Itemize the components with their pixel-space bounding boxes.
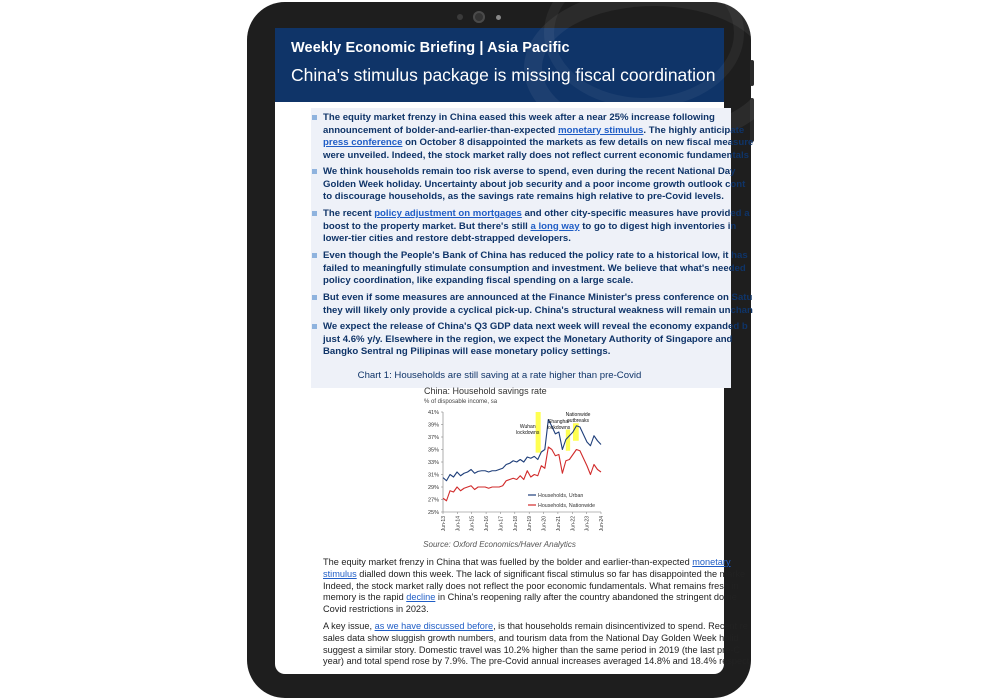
text-run: on October 8 disappointed the markets as few details on new fiscal measure <box>402 137 754 148</box>
chart-x-tick-label: Jun-21 <box>555 516 562 532</box>
chart-annotation: Nationwide outbreaks <box>565 412 591 424</box>
inline-link[interactable]: as we have discussed before <box>374 621 494 631</box>
chart-source: Source: Oxford Economics/Haver Analytics <box>423 540 576 549</box>
chart-y-tick-label: 31% <box>427 472 439 479</box>
article-paragraph <box>323 621 750 668</box>
text-run: year) and total spend rose by 7.9%. The pre-Covid annual increases averaged 14.8% and 18.4% respect <box>323 656 750 667</box>
text-line <box>323 557 731 569</box>
text-line <box>323 233 725 246</box>
sensor-icon <box>457 14 463 20</box>
chart-x-tick-label: Jun-14 <box>455 516 462 532</box>
text-line <box>323 580 739 593</box>
text-line <box>323 568 746 581</box>
text-line <box>323 346 725 359</box>
savings-rate-chart <box>415 406 615 538</box>
text-run: they will likely only provide a cyclical pick-up. China's structural weakness will remain unchan <box>323 304 753 316</box>
text-run: Covid restrictions in 2023. <box>323 604 429 615</box>
bullet-square-icon <box>312 115 317 120</box>
text-line <box>323 166 736 179</box>
text-line <box>323 262 746 276</box>
inline-link[interactable]: stimulus <box>323 568 357 579</box>
briefing-title: Weekly Economic Briefing | Asia Pacific <box>291 40 570 56</box>
text-line <box>323 592 737 604</box>
text-run: to go to digest high inventories in <box>579 220 737 232</box>
text-line <box>323 275 725 288</box>
key-point-item <box>323 208 750 246</box>
text-line <box>323 644 741 657</box>
text-line <box>323 220 737 234</box>
chart-y-tick-label: 39% <box>427 422 439 429</box>
text-run: were unveiled. Indeed, the stock market rally does not reflect current economic fundamentals <box>323 149 749 161</box>
text-line <box>323 604 723 616</box>
chart-x-tick-label: Jun-23 <box>584 516 591 532</box>
chart-x-tick-label: Jun-15 <box>469 516 476 532</box>
text-line <box>323 250 748 263</box>
text-run: just 4.6% y/y. Elsewhere in the region, we expect the Monetary Authority of Singapore and <box>323 333 733 345</box>
bullet-square-icon <box>312 295 317 300</box>
tablet-screen[interactable] <box>275 28 754 674</box>
text-run: lower-tier cities and restore debt-strapped developers. <box>323 233 571 244</box>
text-run: , is that households remain disincentivized to spend. Recent re <box>493 621 748 631</box>
text-line <box>323 333 733 347</box>
text-run: Even though the People's Bank of China has reduced the policy rate to a historical low, it has <box>323 250 748 261</box>
text-line <box>323 191 725 204</box>
key-point-item <box>323 321 748 359</box>
text-line <box>323 632 739 645</box>
text-run: Indeed, the stock market rally does not reflect the poor economic fundamentals. What remains fresh in <box>323 580 739 591</box>
text-run: failed to meaningfully stimulate consumption and investment. We believe that what's needed <box>323 262 746 274</box>
chart-legend-label: Households, Urban <box>538 493 584 499</box>
text-run: suggest a similar story. Domestic travel was 10.2% higher than the same period in 2019 (the last pre-C <box>323 644 741 655</box>
chart-x-tick-label: Jun-13 <box>441 516 447 532</box>
inline-link[interactable]: policy adjustment on mortgages <box>374 208 522 219</box>
text-line <box>323 208 750 221</box>
text-run: The recent <box>323 208 375 219</box>
chart-y-tick-label: 29% <box>427 485 439 491</box>
text-run: to discourage households, as the savings rate remains high relative to pre-Covid levels. <box>323 191 724 202</box>
text-line <box>323 137 754 150</box>
bullet-square-icon <box>312 253 317 258</box>
text-run: announcement of bolder-and-earlier-than-expected <box>323 124 559 136</box>
chart-title: China: Household savings rate <box>424 386 547 396</box>
text-run: and other city-specific measures have provided a <box>521 208 750 219</box>
article-paragraph <box>323 557 746 616</box>
camera-icon <box>473 11 485 23</box>
bullet-square-icon <box>312 324 317 329</box>
chart-caption: Chart 1: Households are still saving at a rate higher than pre-Covid <box>357 370 642 381</box>
bullet-square-icon <box>312 211 317 216</box>
text-run: But even if some measures are announced at the Finance Minister's press conference on Satu <box>323 292 753 303</box>
chart-x-tick-label: Jun-17 <box>498 516 505 532</box>
text-line <box>323 149 749 163</box>
text-run: sales data show sluggish growth numbers, and tourism data from the National Day Golden Week holid <box>323 632 739 643</box>
chart-y-tick-label: 41% <box>427 410 439 416</box>
text-run: We think households remain too risk averse to spend, even during the recent National Day <box>323 166 736 177</box>
inline-link[interactable]: a long way <box>530 220 580 232</box>
text-run: boost to the property market. But there's still <box>323 220 531 232</box>
text-run: dialled down this week. The lack of significant fiscal stimulus so far has disappointed the marke <box>356 568 746 579</box>
chart-y-tick-label: 25% <box>427 510 439 516</box>
text-line <box>323 321 748 334</box>
chart-x-tick-label: Jun-20 <box>541 516 548 532</box>
chart-x-tick-label: Jun-18 <box>512 516 519 532</box>
chart-x-tick-label: Jun-24 <box>599 516 605 532</box>
text-line <box>323 621 748 633</box>
key-point-item <box>323 250 748 288</box>
chart-y-tick-label: 37% <box>427 435 439 441</box>
chart-x-tick-label: Jun-19 <box>527 516 534 532</box>
inline-link[interactable]: monetary stimulus <box>558 124 644 136</box>
text-run: in China's reopening rally after the country abandoned the stringent dome <box>435 592 737 603</box>
key-point-item <box>323 292 753 317</box>
chart-y-tick-label: 33% <box>427 460 439 466</box>
text-run: . The highly anticipate <box>643 124 745 136</box>
text-run: policy coordination, like expanding fiscal spending on a large scale. <box>323 275 634 286</box>
key-point-item <box>323 112 754 162</box>
chart-x-tick-label: Jun-16 <box>484 516 491 532</box>
chart-highlight-band <box>566 430 570 451</box>
text-run: The equity market frenzy in China eased this week after a near 25% increase following <box>323 112 715 123</box>
text-line <box>323 292 753 305</box>
chart-annotation: Wuhan lockdowns <box>516 424 540 436</box>
key-point-item <box>323 166 746 204</box>
text-line <box>323 304 753 318</box>
flash-icon <box>496 15 501 20</box>
text-run: Golden Week holiday. Uncertainty about job security and a poor income growth outlook cont <box>323 178 746 190</box>
chart-x-tick-label: Jun-22 <box>570 516 577 532</box>
inline-link[interactable]: monetary <box>692 557 731 567</box>
text-line <box>323 178 746 192</box>
chart-annotation: Shanghai lockdowns <box>546 419 571 431</box>
chart-y-unit: % of disposable income, sa <box>424 399 498 405</box>
briefing-header <box>275 28 724 102</box>
briefing-headline: China's stimulus package is missing fiscal coordination <box>291 65 716 85</box>
text-line <box>323 124 745 138</box>
chart-y-tick-label: 27% <box>427 497 439 504</box>
text-run: We expect the release of China's Q3 GDP data next week will reveal the economy expanded b <box>323 321 748 332</box>
bullet-square-icon <box>312 169 317 174</box>
text-line <box>323 112 725 125</box>
inline-link[interactable]: press conference <box>323 137 403 148</box>
text-run: The equity market frenzy in China that was fuelled by the bolder and earlier-than-expected <box>323 557 693 567</box>
chart-legend-label: Households, Nationwide <box>538 503 596 509</box>
text-run: memory is the rapid <box>323 592 407 603</box>
text-run: Bangko Sentral ng Pilipinas will ease monetary policy settings. <box>323 346 611 357</box>
text-line <box>323 656 750 668</box>
inline-link[interactable]: decline <box>406 592 436 603</box>
chart-y-tick-label: 35% <box>427 447 439 454</box>
text-run: A key issue, <box>323 621 375 631</box>
